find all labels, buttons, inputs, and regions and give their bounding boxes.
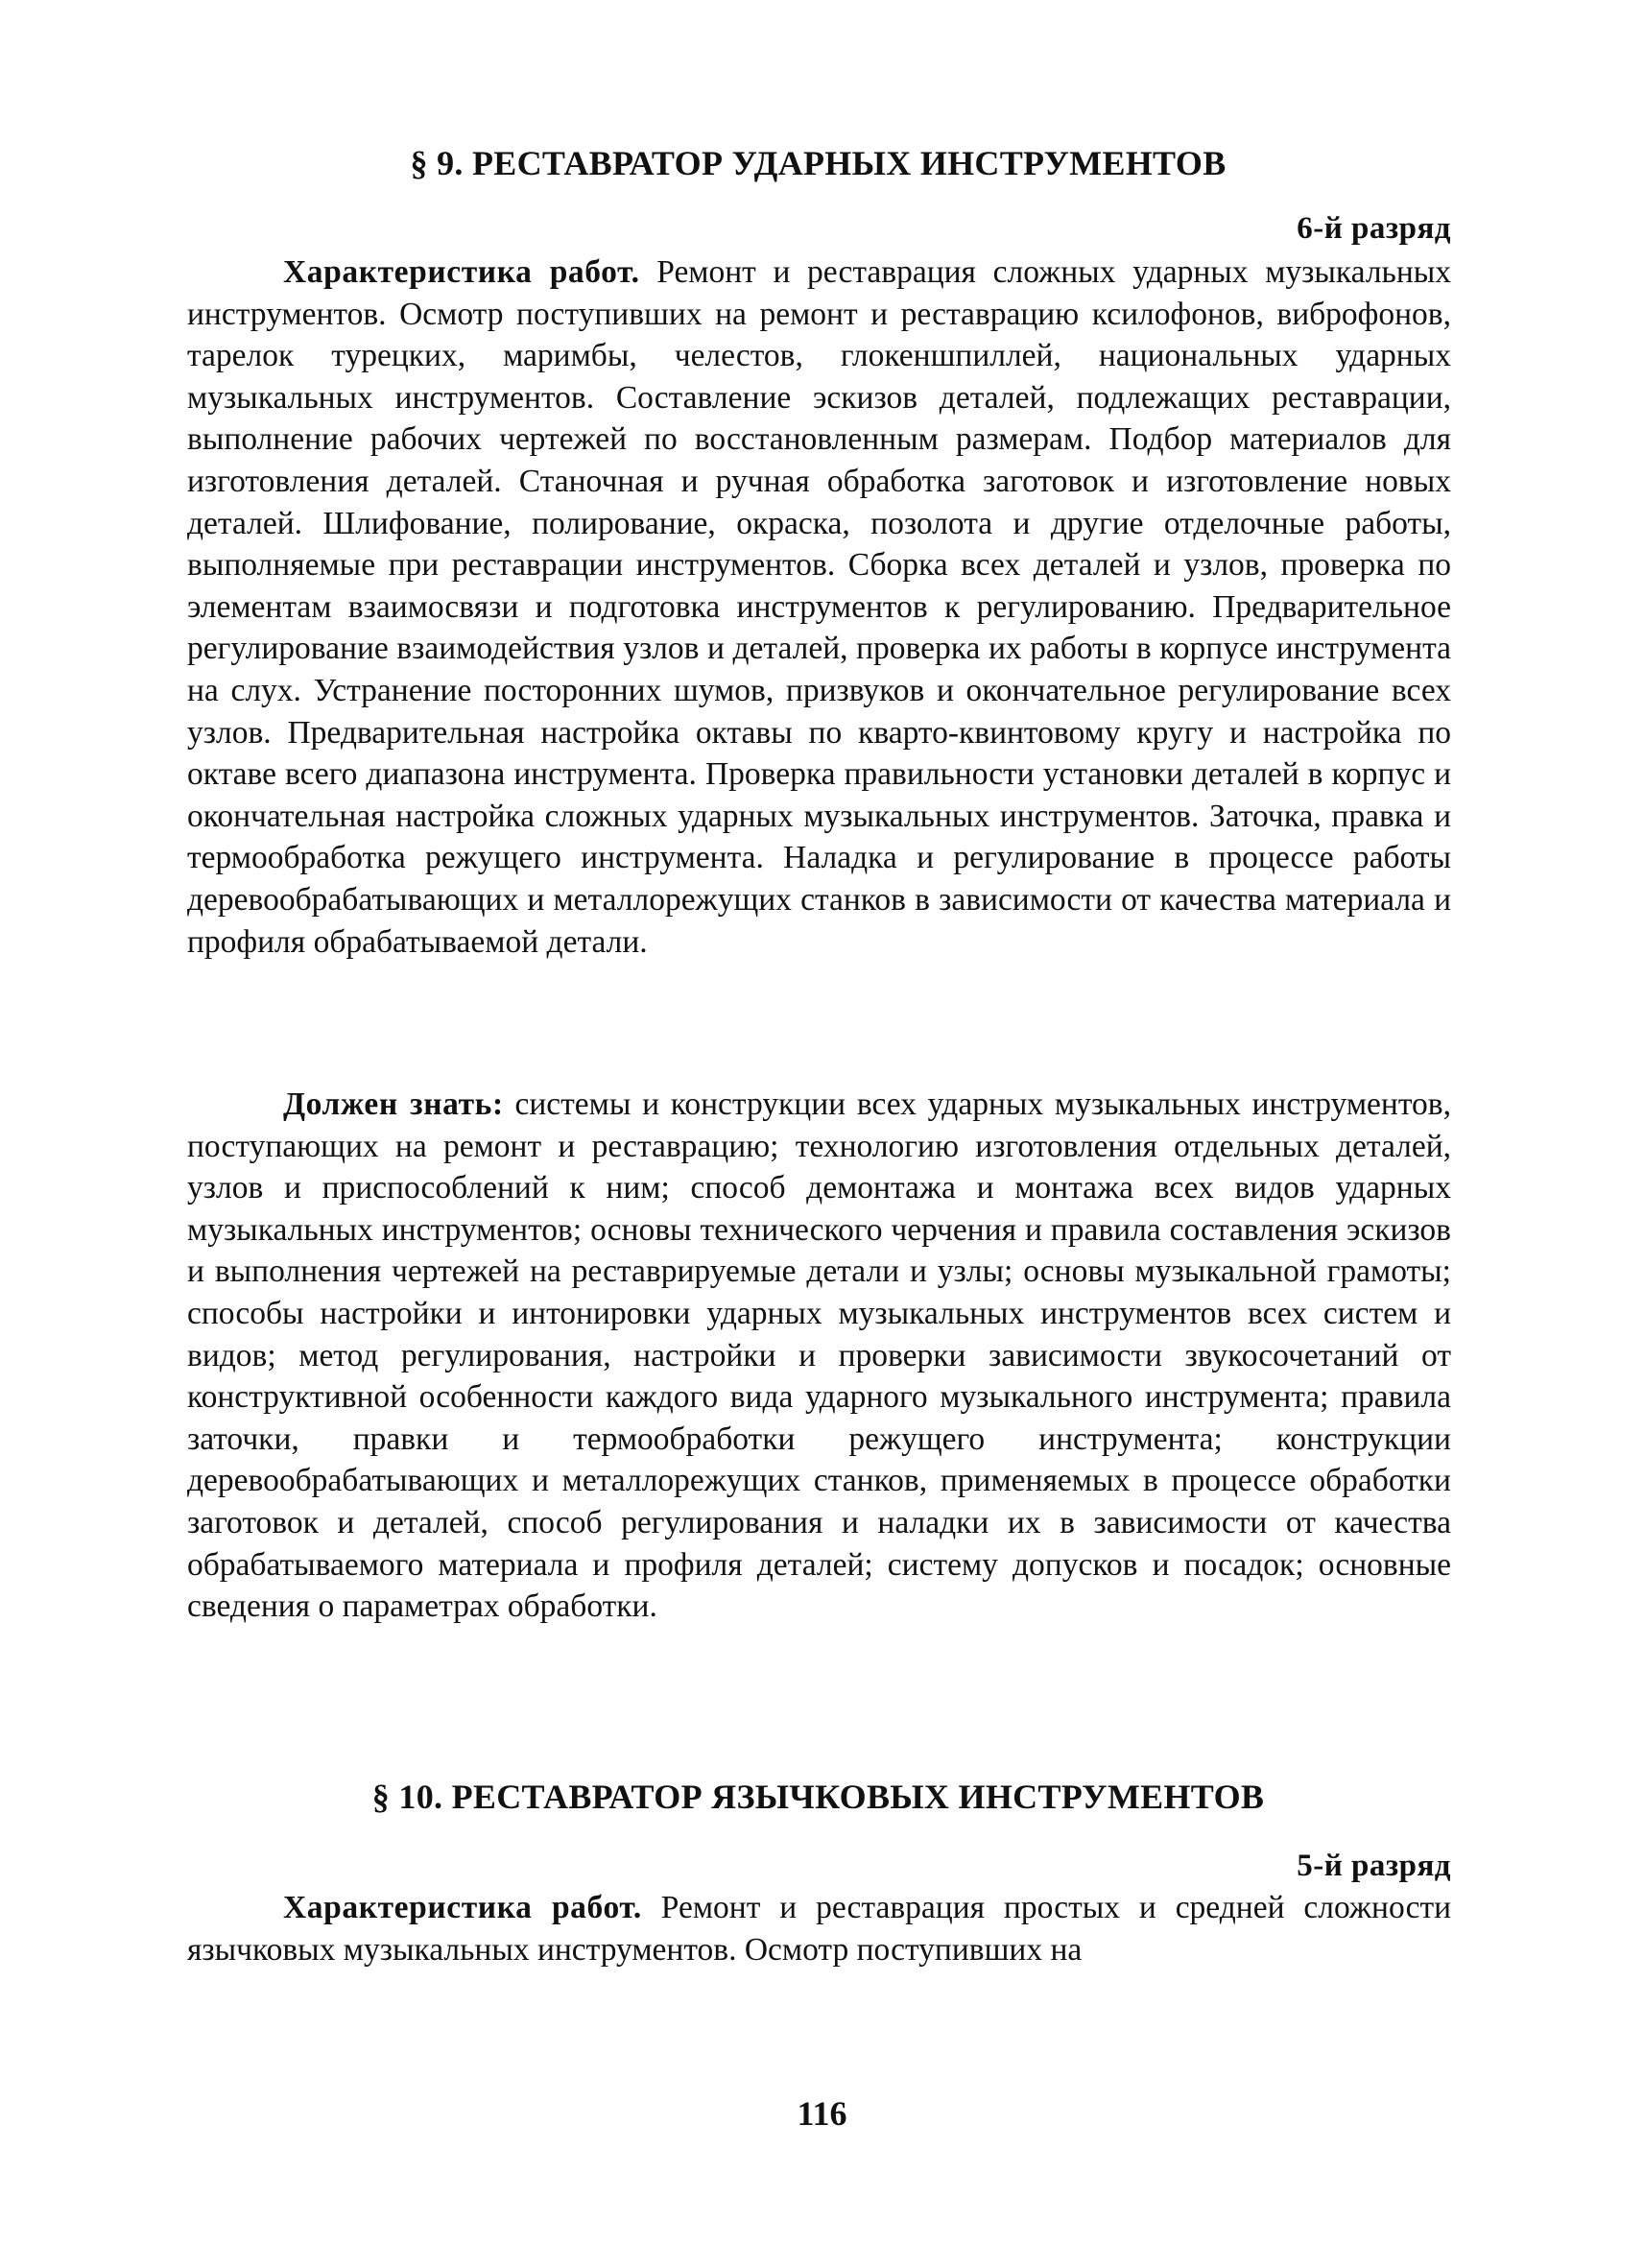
section-10-grade: 5-й разряд bbox=[1297, 1849, 1451, 1883]
section-9-knowledge-text: системы и конструкции всех ударных музыкальных инструментов, поступающих на ремонт и реставрацию; технологию изготовления отдельных деталей, узлов и приспособлений к ним; способ демонтажа и монтажа всех видов ударных музыкальных инструментов; основы технического черчения и правила составления эскизов и выполнения чертежей на реставрируемые детали и узлы; основы музыкальной грамоты; способы настройки и интонировки ударных музыкальных инструментов всех систем и видов; метод регулирования, настройки и проверки зависимости звукосочетаний от конструктивной особенности каждого вида ударного музыкального инструмента; правила заточки, правки и термообработки режущего инструмента; конструкции деревообрабатывающих и металлорежущих станков, применяемых в процессе обработки заготовок и деталей, способ регулирования и наладки их в зависимости от качества обрабатываемого материала и профиля деталей; систему допусков и посадок; основные сведения о параметрах обработки. bbox=[187, 1086, 1451, 1625]
page-number: 116 bbox=[797, 2094, 847, 2133]
section-9-knowledge bbox=[187, 1084, 1451, 1628]
section-9-work-characteristics bbox=[187, 251, 1451, 963]
section-10-heading: § 10. РЕСТАВРАТОР ЯЗЫЧКОВЫХ ИНСТРУМЕНТОВ bbox=[371, 1778, 1265, 1816]
section-10-work-lead: Характеристика работ. bbox=[283, 1890, 642, 1925]
section-10-work-characteristics bbox=[187, 1887, 1451, 1970]
section-9-work-text: Ремонт и реставрация сложных ударных музыкальных инструментов. Осмотр поступивших на ремонт и реставрацию ксилофонов, виброфонов, тарелок турецких, маримбы, челестов, глокеншпиллей, национальных ударных музыкальных инструментов. Составление эскизов деталей, подлежащих реставрации, выполнение рабочих чертежей по восстановленным размерам. Подбор материалов для изготовления деталей. Станочная и ручная обработка заготовок и изготовление новых деталей. Шлифование, полирование, окраска, позолота и другие отделочные работы, выполняемые при реставрации инструментов. Сборка всех деталей и узлов, проверка по элементам взаимосвязи и подготовка инструментов к регулированию. Предварительное регулирование взаимодействия узлов и деталей, проверка их работы в корпусе инструмента на слух. Устранение посторонних шумов, призвуков и окончательное регулирование всех узлов. Предварительная настройка октавы по кварто-квинтовому кругу и настройка по октаве всего диапазона инструмента. Проверка правильности установки деталей в корпус и окончательная настройка сложных ударных музыкальных инструментов. Заточка, правка и термообработка режущего инструмента. Наладка и регулирование в процессе работы деревообрабатывающих и металлорежущих станков в зависимости от качества материала и профиля обрабатываемой детали. bbox=[187, 254, 1451, 960]
section-9-heading: § 9. РЕСТАВРАТОР УДАРНЫХ ИНСТРУМЕНТОВ bbox=[410, 144, 1227, 182]
section-9-grade: 6-й разряд bbox=[1297, 211, 1451, 246]
section-10-work-text: Ремонт и реставрация простых и средней сложности язычковых музыкальных инструментов. Осмотр поступивших на bbox=[187, 1890, 1452, 1968]
section-9-work-lead: Характеристика работ. bbox=[283, 254, 640, 290]
section-9-knowledge-lead: Должен знать: bbox=[283, 1086, 504, 1122]
